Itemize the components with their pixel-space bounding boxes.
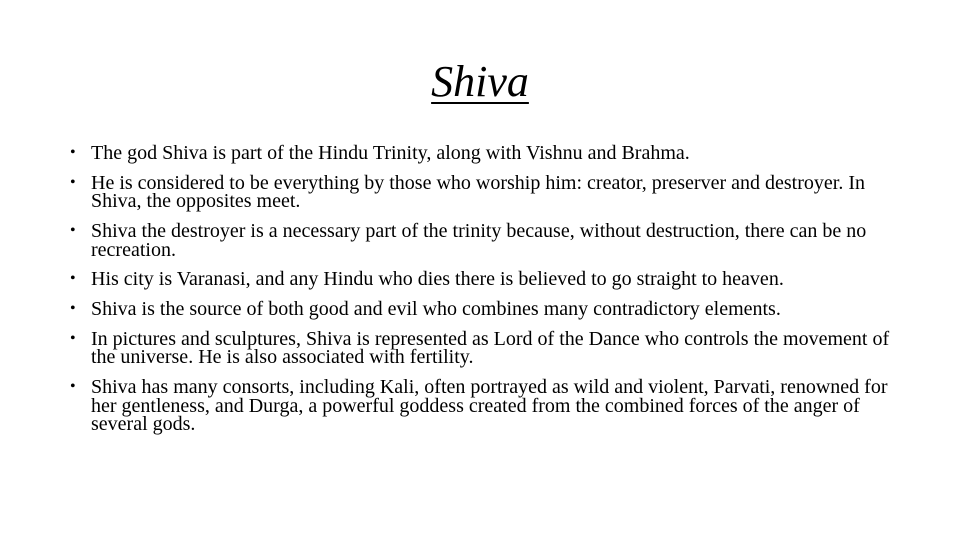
bullet-item xyxy=(70,378,900,434)
bullet-icon: • xyxy=(70,270,76,288)
bullet-text: He is considered to be everything by those who worship him: creator, preserver and destroyer. In Shiva, the opposites meet. xyxy=(91,171,865,213)
bullet-list xyxy=(70,144,900,445)
bullet-icon: • xyxy=(70,378,76,396)
slide-title: Shiva xyxy=(431,57,529,106)
bullet-icon: • xyxy=(70,329,76,347)
bullet-item xyxy=(70,171,900,213)
bullet-text: His city is Varanasi, and any Hindu who dies there is believed to go straight to heaven. xyxy=(91,268,784,291)
bullet-icon: • xyxy=(70,144,76,161)
bullet-text: The god Shiva is part of the Hindu Trinity, along with Vishnu and Brahma. xyxy=(91,142,690,164)
bullet-item xyxy=(70,327,900,369)
bullet-item xyxy=(70,270,900,289)
bullet-text: Shiva is the source of both good and evil who combines many contradictory elements. xyxy=(91,298,781,321)
bullet-text: In pictures and sculptures, Shiva is represented as Lord of the Dance who controls the movement of the universe. He is also associated with fertility. xyxy=(91,327,890,369)
bullet-icon: • xyxy=(70,173,76,191)
bullet-item xyxy=(70,300,900,319)
bullet-item xyxy=(70,222,900,259)
bullet-icon: • xyxy=(70,222,76,240)
bullet-text: Shiva the destroyer is a necessary part of the trinity because, without destruction, there can be no recreation. xyxy=(91,220,867,261)
bullet-icon: • xyxy=(70,300,76,318)
bullet-text: Shiva has many consorts, including Kali, often portrayed as wild and violent, Parvati, renowned for her gentleness, and Durga, a powerful goddess created from the combined forces of the anger of several gods. xyxy=(91,376,888,436)
bullet-item xyxy=(70,144,900,163)
